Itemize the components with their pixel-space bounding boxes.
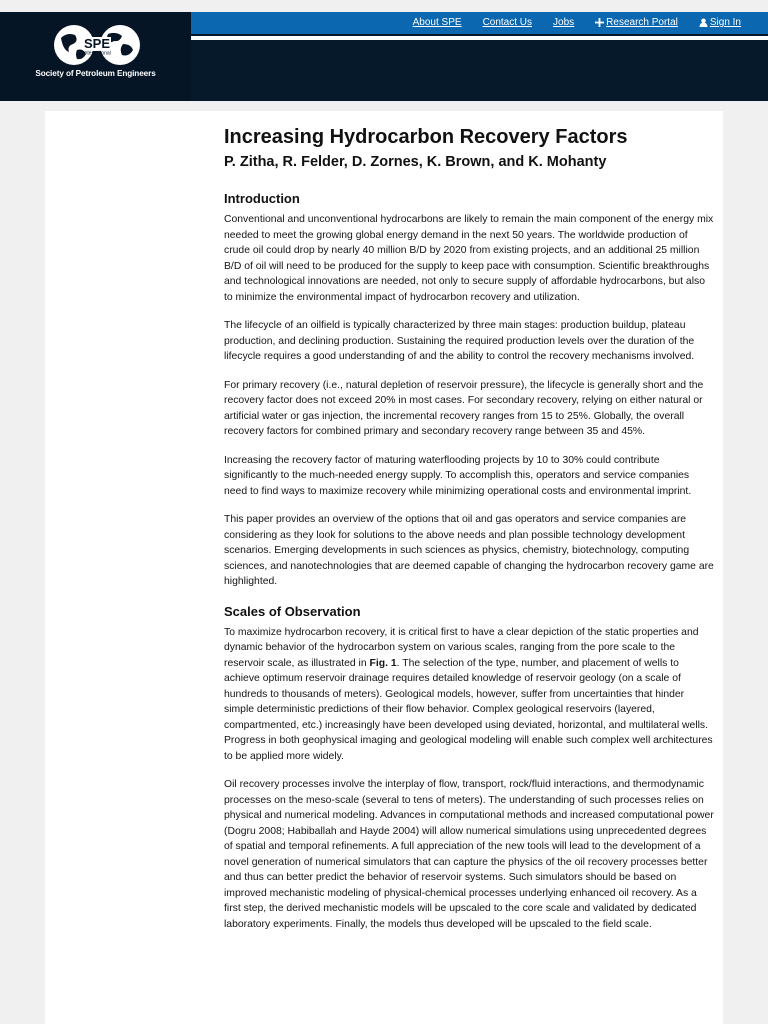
spe-logo[interactable] <box>0 12 191 101</box>
globe-logo-icon <box>53 24 141 66</box>
article-content <box>224 125 714 945</box>
logo-mark-subtext: International <box>83 50 111 57</box>
top-nav <box>191 12 768 34</box>
plus-icon <box>595 18 604 27</box>
nav-contact-us[interactable] <box>483 17 532 28</box>
nav-divider <box>191 36 768 40</box>
nav-jobs[interactable] <box>553 17 574 28</box>
paragraph-text: To maximize hydrocarbon recovery, it is critical first to have a clear depiction of the static properties and dynamic behavior of the hydrocarbon system on various scales, ranging from the pore scale to the reservoir scale, as illustrated in <box>224 626 699 669</box>
paragraph: The lifecycle of an oilfield is typically characterized by three main stages: production buildup, plateau production, and declining production. Sustaining the required production levels over the duration of the lifecycle requires a good understanding of and the ability to control the recovery mechanisms involved. <box>224 320 695 362</box>
figure-reference: Fig. 1 <box>369 657 397 669</box>
paragraph: Conventional and unconventional hydrocarbons are likely to remain the main component of the energy mix needed to meet the growing global energy demand in the next 50 years. The worldwide production of crude oil could drop by nearly 40 million B/D by 2020 from existing projects, and an additional 25 million B/D of oil will need to be produced for the supply to keep pace with consumption. Scientific breakthroughs and technological innovations are needed, not only to secure supply of affordable hydrocarbons, but also to minimize the environmental impact of hydrocarbon recovery and utilization. <box>224 214 714 303</box>
org-name: Society of Petroleum Engineers <box>35 69 156 78</box>
nav-research-portal-label: Research Portal <box>606 17 678 28</box>
paragraph: Oil recovery processes involve the interplay of flow, transport, rock/fluid interactions, and thermodynamic processes on the meso-scale (several to tens of meters). The understanding of such processes relies on physical and numerical modeling. Advances in computational methods and increased computational power (Dogru 2008; Habiballah and Hayde 2004) will allow numerical simulations using unprecedented degrees of spatial and temporal refinements. A full appreciation of the new tools will lead to the development of a novel generation of numerical simulators that can capture the physics of the oil recovery processes better and thus can better predict the behavior of reservoir systems. Such simulators should be based on improved mechanistic modeling of physical-chemical processes underlying enhanced oil recovery. As a first step, the derived mechanistic models will be upscaled to the core scale and validated by dedicated laboratory experiments. Finally, the models thus developed will be upscaled to the field scale. <box>224 779 714 930</box>
nav-sign-in[interactable] <box>699 17 741 28</box>
article-title: Increasing Hydrocarbon Recovery Factors <box>224 126 628 148</box>
paragraph <box>224 625 714 765</box>
nav-research-portal[interactable] <box>595 17 678 28</box>
nav-about-spe[interactable] <box>413 17 462 28</box>
article-panel <box>45 111 723 1024</box>
site-header <box>0 12 768 101</box>
article-authors: P. Zitha, R. Felder, D. Zornes, K. Brown, and K. Mohanty <box>224 154 607 170</box>
nav-about-spe-label: About SPE <box>412 17 462 28</box>
nav-jobs-label: Jobs <box>553 17 575 28</box>
paragraph: For primary recovery (i.e., natural depletion of reservoir pressure), the lifecycle is generally short and the recovery factor does not exceed 20% in most cases. For secondary recovery, relying on either natural or artificial water or gas injection, the incremental recovery ranges from 15 to 25%. Globally, the overall recovery factors for combined primary and secondary recovery range between 35 and 45%. <box>224 379 704 437</box>
section-heading-introduction: Introduction <box>224 191 300 206</box>
paragraph: Increasing the recovery factor of maturing waterflooding projects by 10 to 30% could contribute significantly to the much-needed energy supply. To accomplish this, operators and service companies need to find ways to maximize recovery while minimizing operational costs and environmental imprint. <box>224 454 692 497</box>
user-icon <box>699 18 708 27</box>
nav-sign-in-label: Sign In <box>709 17 741 28</box>
logo-mark-text: SPE <box>83 36 111 51</box>
section-heading-scales: Scales of Observation <box>224 603 361 619</box>
paragraph-text: . The selection of the type, number, and placement of wells to achieve optimum reservoir drainage requires detailed knowledge of reservoir geology (on a scale of hundreds to thousands of meters). Geological models, however, suffer from uncertainties that hinder simple deterministic predictions of their flow behavior. Complex geological reservoirs (layered, compartmented, etc.) increasingly have been developed using deviated, horizontal, and multilateral wells. Progress in both geophysical imaging and geological modeling will enable such complex well architectures to be applied more widely. <box>224 657 713 762</box>
nav-contact-us-label: Contact Us <box>482 17 533 28</box>
paragraph: This paper provides an overview of the options that oil and gas operators and service companies are considering as they look for solutions to the above needs and plan possible technology development scenarios. Emerging developments in such sciences as physics, chemistry, biotechnology, computing sciences, and nanotechnologies that are deemed capable of changing the hydrocarbon recovery game are highlighted. <box>224 514 714 587</box>
